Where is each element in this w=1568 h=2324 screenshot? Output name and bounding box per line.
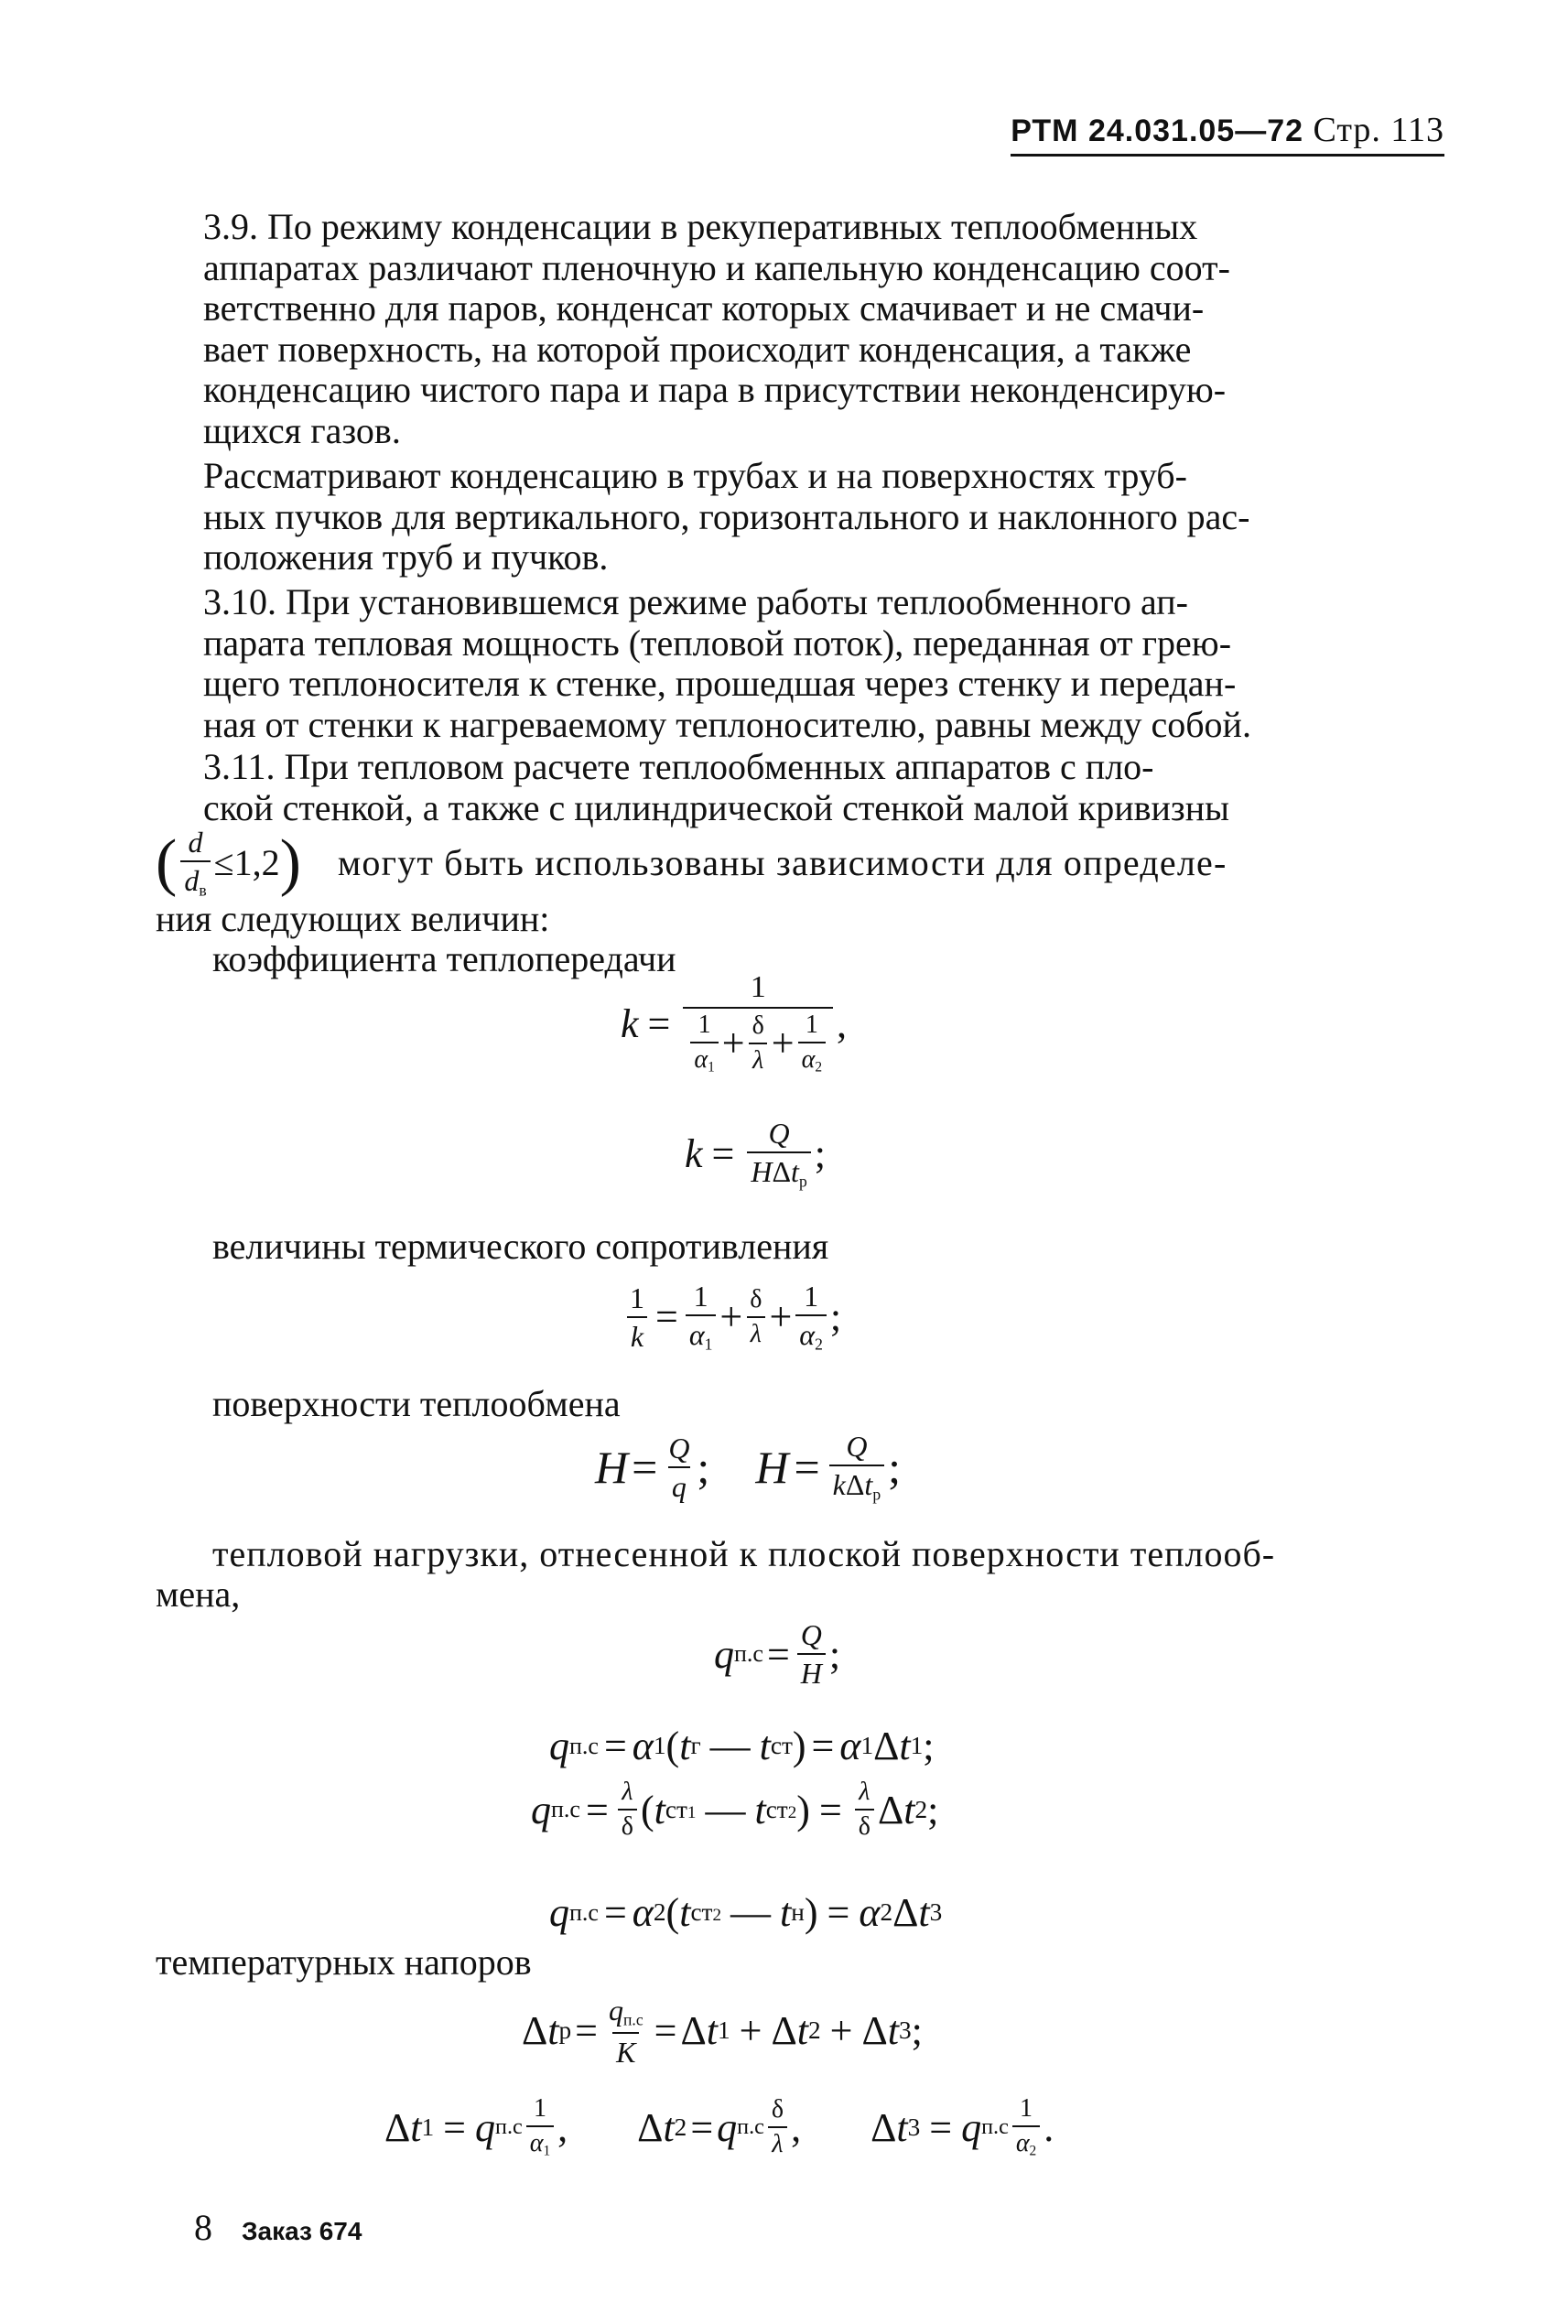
text-line: ской стенкой, а также с цилиндрической стенкой малой кривизны (203, 786, 1229, 828)
order-number: Заказ 674 (242, 2217, 362, 2245)
text-line: щихся газов. (203, 409, 401, 451)
paragraph-3-11 (203, 747, 1443, 828)
text-line: ных пучков для вертикального, горизонтального и наклонного рас- (203, 495, 1250, 537)
text-line: ния следующих величин: (156, 898, 550, 939)
text-line: Рассматривают конденсацию в трубах и на поверхностях труб- (203, 455, 1187, 496)
text-line: парата тепловая мощность (тепловой поток), переданная от грею- (203, 622, 1232, 664)
text-line: могут быть использованы зависимости для определе- (337, 842, 1227, 883)
text-line: ная от стенки к нагреваемому теплоносителю, равны между собой. (203, 703, 1251, 745)
text-line: 3.10. При установившемся режиме работы теплообменного ап- (203, 581, 1188, 622)
paragraph-3-9 (203, 207, 1443, 451)
formula-k-sum: k = 1 $\frac{1}{\alpha 1}$ + $\frac{\delta}{\lambda}$ + $\frac{1}{\alpha 2}$ , (621, 970, 848, 1076)
formula-delta-components: Δ t 1 = q п.с $\frac{1}{\alpha 1}$ , Δ t 2 = q п.с $\frac{\delta}{\lambda}$ , Δ t 3 = q п.с $\frac{1}{\alpha 2}$ . (384, 2094, 1054, 2159)
formula-q-alpha2: q п.с = α 2 ( t ст2 — t н ) = α 2 Δ t 3 (549, 1890, 943, 1935)
doc-code: РТМ 24.031.05—72 (1011, 113, 1304, 148)
formula-resistance: $\frac{1}{k}$ = $\frac{1}{\alpha 1}$ + $\frac{\delta}{\lambda}$ + $\frac{1}{\alpha 2}$ ; (622, 1281, 841, 1353)
condition-value: ≤1,2 (213, 842, 280, 883)
text-line: конденсацию чистого пара и пара в присутствии неконденсирую- (203, 369, 1227, 410)
label-heat-load-1: тепловой нагрузки, отнесенной к плоской поверхности теплооб- (212, 1533, 1276, 1574)
text-line: вает поверхность, на которой происходит конденсация, а также (203, 328, 1192, 370)
condition-line (156, 826, 1227, 900)
page-label: Стр. 113 (1313, 111, 1444, 149)
label-coefficient: коэффициента теплопередачи (212, 938, 676, 979)
page-number: 8 (194, 2207, 212, 2248)
text-line: аппаратах различают пленочную и капельную конденсацию соот- (203, 246, 1230, 288)
formula-surface: H = $\frac{Q}{q}$ ; H = $\frac{Q}{\text{kΔtр}}$ ; (595, 1430, 902, 1504)
label-temp-heads: температурных напоров (156, 1941, 532, 1983)
text-line: 3.9. По режиму конденсации в рекуперативных теплообменных (203, 206, 1198, 247)
label-surface: поверхности теплообмена (212, 1383, 621, 1424)
formula-k-q: k = $\frac{Q}{\text{HΔtр}}$ ; (685, 1117, 826, 1191)
paragraph-consider (203, 456, 1443, 578)
page-header (1011, 110, 1444, 157)
label-thermal-resistance: величины термического сопротивления (212, 1226, 829, 1267)
paragraph-3-10 (203, 582, 1443, 745)
text-line: 3.11. При тепловом расчете теплообменных аппаратов с пло- (203, 746, 1154, 787)
page-footer (194, 2206, 362, 2249)
formula-q-ps: q п.с = $\frac{Q}{H}$ ; (714, 1618, 841, 1690)
curvature-condition: ( $\frac{d}{dв}$ ≤1,2 ) (156, 826, 301, 900)
formula-q-alpha1: q п.с = α 1 ( t г — t ст ) = α 1 Δ t 1 ; (549, 1724, 935, 1768)
formula-q-lambda: q п.с = $\frac{\lambda}{\delta}$ ( t ст1 — t ст2 ) = $\frac{\lambda}{\delta}$ Δ t 2 ; (531, 1778, 939, 1841)
text-line: ветственно для паров, конденсат которых смачивает и не смачи- (203, 287, 1205, 329)
label-heat-load-2: мена, (156, 1573, 241, 1615)
formula-delta-tp: Δ t р = $\frac{qп.с}{K}$ = Δ t 1 + Δ t 2 + Δ t 3 ; (522, 1994, 923, 2069)
text-line: щего теплоносителя к стенке, прошедшая через стенку и передан- (203, 663, 1237, 704)
text-line: положения труб и пучков. (203, 536, 609, 578)
